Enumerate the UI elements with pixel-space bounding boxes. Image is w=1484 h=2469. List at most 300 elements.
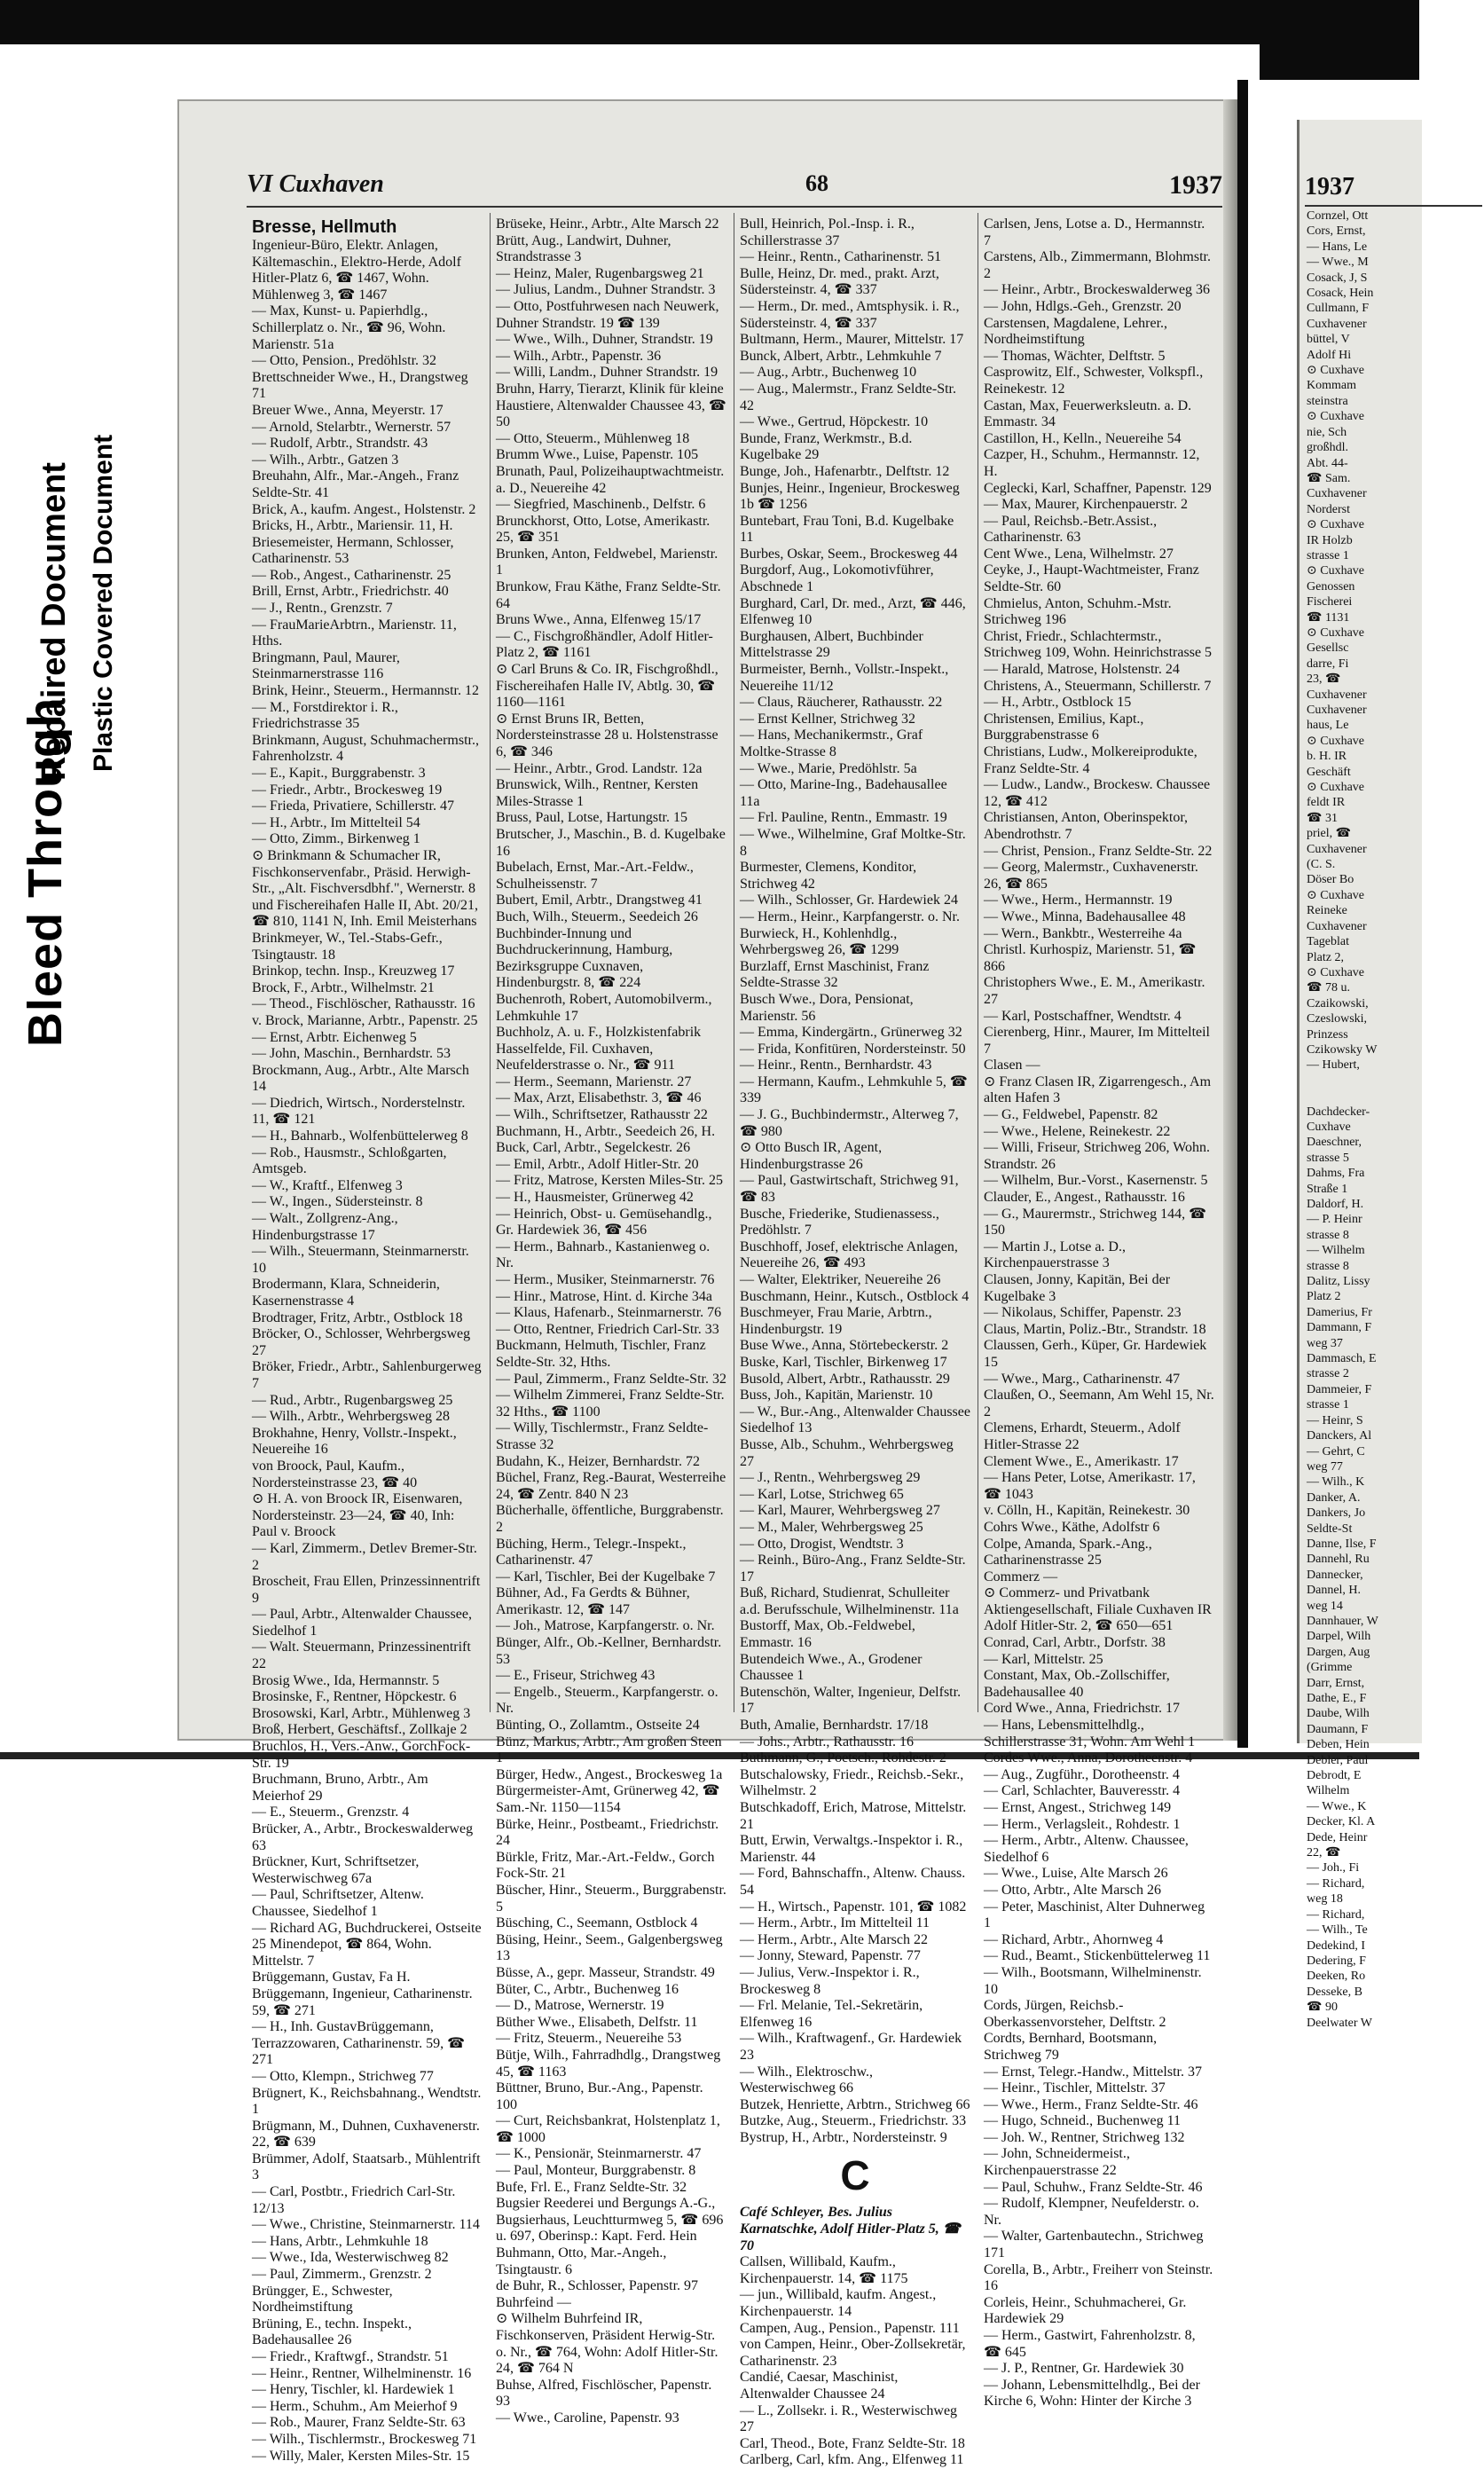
directory-entry: — Christ, Pension., Franz Seldte-Str. 22 [984, 843, 1213, 859]
directory-entry: von Campen, Heinr., Ober-Zollsekretär, Catharinenstr. 23 [740, 2337, 966, 2369]
directory-entry: — Paul, Arbtr., Altenwalder Chaussee, Siedelhof 1 [252, 1607, 472, 1639]
directory-entry: — Rob., Hausmstr., Schloßgarten, Amtsgeb. [252, 1144, 447, 1177]
directory-entry: — Julius, Landm., Duhner Strandstr. 3 [496, 282, 716, 298]
directory-entry: — Thomas, Wächter, Delftstr. 5 [984, 348, 1166, 364]
adjacent-entry: Cuxhave [1307, 1120, 1351, 1134]
directory-entry: — Hans Peter, Lotse, Amerikastr. 17, ☎ 1043 [984, 1470, 1196, 1502]
directory-entry: Chmielus, Anton, Schuhm.-Mstr. Strichweg 196 [984, 595, 1172, 628]
directory-entry: — John, Maschin., Bernhardstr. 53 [252, 1046, 451, 1062]
directory-entry: Buch, Wilh., Steuerm., Seedeich 26 [496, 908, 698, 924]
directory-entry: Buhrfeind — [496, 2294, 571, 2310]
directory-entry: — Herm., Dr. med., Amtsphysik. i. R., Südersteinstr. 4, ☎ 337 [740, 298, 960, 331]
directory-entry: Clauder, E., Angest., Rathausstr. 16 [984, 1190, 1185, 1206]
directory-entry: — Ernst, Angest., Strichweg 149 [984, 1800, 1172, 1815]
directory-entry: Burwieck, H., Kohlenhdlg., Wehrbergsweg 26, ☎ 1299 [740, 925, 899, 958]
adjacent-entry: Cullmann, F [1307, 302, 1370, 316]
directory-entry: Butschalowsky, Friedr., Reichsb.-Sekr., Wilhelmstr. 2 [740, 1766, 964, 1799]
adjacent-entry: Dede, Heinr [1307, 1830, 1368, 1844]
directory-entry: Cordes Wwe., Anna, Dorotheenstr. 4 [984, 1750, 1193, 1766]
directory-entry: Christens, A., Steuermann, Schillerstr. 7 [984, 678, 1212, 694]
adjacent-entry: feldt IR [1307, 796, 1346, 810]
directory-entry: Castan, Max, Feuerwerksleutn. a. D. Emmastr. 34 [984, 397, 1192, 430]
adjacent-entry: Dannecker, [1307, 1568, 1363, 1582]
adjacent-entry: weg 14 [1307, 1599, 1343, 1613]
directory-entry: Butenschön, Walter, Ingenieur, Delfstr. 17 [740, 1684, 962, 1717]
directory-entry: Casprowitz, Elf., Schwester, Volkspfl., Reinekestr. 12 [984, 365, 1204, 397]
adjacent-entry: Cuxhavener [1307, 688, 1367, 702]
directory-entry: Bürke, Heinr., Postbeamt., Friedrichstr. 24 [496, 1816, 719, 1849]
directory-entry: Brosig Wwe., Ida, Hermannstr. 5 [252, 1672, 440, 1688]
directory-entry: — Harald, Matrose, Holstenstr. 24 [984, 662, 1180, 678]
directory-entry: ⊙ Brinkmann & Schumacher IR, Fischkonservenfabr., Präsid. Herwigh-Str., „Alt. Fischversdbhf.", Wernerstr. 8 und Fischereihafen Halle II, Abt. 20/21, ☎ 810, 1141 N, Inh. Emil Meisterhans [252, 847, 479, 930]
directory-entry: — Fritz, Steuerm., Neuereihe 53 [496, 2031, 682, 2047]
directory-entry: — H., Inh. GustavBrüggemann, Terrazzowaren, Catharinenstr. 59, ☎ 271 [252, 2019, 466, 2068]
directory-entry: — W., Bur.-Ang., Altenwalder Chaussee Siedelhof 13 [740, 1404, 970, 1436]
directory-entry: Ceglecki, Karl, Schaffner, Papenstr. 129 [984, 480, 1212, 496]
directory-entry: Bringmann, Paul, Maurer, Steinmarnerstrasse 116 [252, 649, 400, 682]
directory-entry: Café Schleyer, Bes. Julius Karnatschke, Adolf Hitler-Platz 5, ☎ 70 [740, 2205, 961, 2253]
directory-entry: — Emil, Arbtr., Adolf Hitler-Str. 20 [496, 1156, 699, 1172]
adjacent-entry: Seldte-St [1307, 1522, 1353, 1536]
directory-entry: — Wilh., Kraftwagenf., Gr. Hardewiek 23 [740, 2031, 962, 2063]
adjacent-page-year: 1937 [1305, 173, 1354, 201]
directory-entry: Bürger, Hedw., Angest., Brockesweg 1a [496, 1766, 723, 1782]
directory-entry: — L., Zollsekr. i. R., Westerwischweg 27 [740, 2402, 958, 2435]
directory-entry: Bruns Wwe., Anna, Elfenweg 15/17 [496, 612, 702, 628]
directory-entry: Cent Wwe., Lena, Wilhelmstr. 27 [984, 546, 1174, 562]
directory-entry: Buth, Amalie, Bernhardstr. 17/18 [740, 1718, 929, 1734]
directory-entry: Carlberg, Carl, kfm. Ang., Elfenweg 11 [740, 2452, 964, 2468]
directory-entry: Büscher, Hinr., Steuerm., Burggrabenstr. 5 [496, 1882, 726, 1915]
page-edge [1223, 99, 1237, 1741]
adjacent-entry: Danker, A. [1307, 1490, 1361, 1505]
directory-entry: Brunckhorst, Otto, Lotse, Amerikastr. 25, ☎ 351 [496, 513, 711, 546]
adjacent-entry: Deeken, Ro [1307, 1970, 1366, 1984]
directory-entry: Briesemeister, Hermann, Schlosser, Catharinenstr. 53 [252, 534, 454, 567]
directory-entry: Clemens, Erhardt, Steuerm., Adolf Hitler-Strasse 22 [984, 1420, 1181, 1452]
directory-entry: — Ernst, Arbtr. Eichenweg 5 [252, 1029, 417, 1045]
directory-entry: Castillon, H., Kelln., Neuereihe 54 [984, 430, 1182, 446]
adjacent-entry: Platz 2, [1307, 950, 1344, 964]
adjacent-entry: (C. S. [1307, 858, 1336, 872]
directory-entry: — Herm., Seemann, Marienstr. 27 [496, 1073, 692, 1089]
adjacent-entry: ⊙ Cuxhave [1307, 410, 1364, 424]
directory-entry: — Max, Maurer, Kirchenpauerstr. 2 [984, 497, 1188, 513]
directory-entry: — Wern., Bankbtr., Westerreihe 4a [984, 925, 1182, 941]
directory-entry: Buhse, Alfred, Fischlöscher, Papenstr. 93 [496, 2377, 712, 2410]
adjacent-entry: — Gehrt, C [1307, 1444, 1365, 1459]
adjacent-entry: ☎ 31 [1307, 811, 1338, 825]
directory-entry: — Heinr., Rentn., Bernhardstr. 43 [740, 1058, 932, 1073]
directory-entry: — Walter, Elektriker, Neuereihe 26 [740, 1272, 941, 1287]
directory-entry: Burghard, Carl, Dr. med., Arzt, ☎ 446, Elfenweg 10 [740, 595, 966, 628]
directory-entry: Clausen, Jonny, Kapitän, Bei der Kugelbake 3 [984, 1272, 1171, 1304]
adjacent-entry: Darr, Ernst, [1307, 1676, 1365, 1690]
adjacent-entry: — Richard, [1307, 1907, 1365, 1922]
adjacent-entry: Czaikowski, [1307, 996, 1369, 1010]
adjacent-entry: ☎ 90 [1307, 2001, 1338, 2015]
directory-entry: — Diedrich, Wirtsch., Norderstelnstr. 11, ☎ 121 [252, 1095, 466, 1128]
header-rule [247, 206, 1222, 208]
directory-entry: Cohrs Wwe., Käthe, Adolfstr 6 [984, 1519, 1160, 1535]
adjacent-entry: nie, Sch [1307, 425, 1347, 439]
adjacent-entry: strasse 1 [1307, 548, 1349, 562]
adjacent-entry: Daldorf, H. [1307, 1198, 1364, 1211]
adjacent-entry: Döser Bo [1307, 873, 1354, 887]
adjacent-entry: Deelwater W [1307, 2016, 1372, 2030]
column-2 [491, 213, 734, 2426]
directory-entry: — Friedr., Kraftwgf., Strandstr. 51 [252, 2349, 449, 2364]
directory-entry: — Engelb., Steuerm., Karpfangerstr. o. Nr. [496, 1684, 718, 1717]
directory-entry: — Aug., Arbtr., Buchenweg 10 [740, 365, 917, 381]
directory-entry: Bruchlos, H., Vers.-Anw., GorchFock-Str. 19 [252, 1739, 471, 1771]
adjacent-entry: Dahms, Fra [1307, 1167, 1365, 1181]
adjacent-entry: b. H. IR [1307, 750, 1347, 764]
directory-entry: — Walter, Gartenbautechn., Strichweg 171 [984, 2229, 1204, 2261]
directory-entry: Brümmer, Adolf, Staatsarb., Mühlentrift 3 [252, 2151, 481, 2183]
directory-entry: Broscheit, Frau Ellen, Prinzessinnentrift 9 [252, 1574, 481, 1606]
directory-entry: — Richard, Arbtr., Ahornweg 4 [984, 1931, 1164, 1947]
directory-entry: — Hans, Mechanikermstr., Graf Moltke-Strasse 8 [740, 727, 923, 759]
directory-entry: — Paul, Zimmerm., Grenzstr. 2 [252, 2267, 432, 2283]
directory-entry: — Georg, Malermstr., Cuxhavenerstr. 26, ☎ 865 [984, 860, 1198, 892]
directory-entry: — H., Bahnarb., Wolfenbüttelerweg 8 [252, 1128, 468, 1144]
directory-entry: — Otto, Arbtr., Alte Marsch 26 [984, 1882, 1161, 1898]
directory-entry: Claußen, O., Seemann, Am Wehl 15, Nr. 2 [984, 1388, 1214, 1419]
adjacent-entry: Dannehl, Ru [1307, 1553, 1370, 1567]
directory-entry: Brosowski, Karl, Arbtr., Mühlenweg 3 [252, 1705, 471, 1721]
adjacent-entry: Daube, Wilh [1307, 1707, 1370, 1721]
directory-entry: — Otto, Zimm., Birkenweg 1 [252, 831, 420, 847]
directory-entry: Bultmann, Herm., Maurer, Mittelstr. 17 [740, 332, 964, 348]
directory-entry: — K., Pensionär, Steinmarnerstr. 47 [496, 2146, 702, 2162]
directory-entry: — Wilh., Elektroschw., Westerwischweg 66 [740, 2064, 873, 2096]
directory-entry: — Aug., Malermstr., Franz Seldte-Str. 42 [740, 381, 956, 413]
adjacent-entry: Danckers, Al [1307, 1429, 1372, 1443]
adjacent-entry: Dammasch, E [1307, 1352, 1377, 1366]
directory-entry: — C., Fischgroßhändler, Adolf Hitler-Platz 2, ☎ 1161 [496, 628, 713, 661]
directory-entry: Busse, Alb., Schuhm., Wehrbergsweg 27 [740, 1436, 954, 1469]
directory-entry: Büttner, Bruno, Bur.-Ang., Papenstr. 100 [496, 2080, 703, 2112]
directory-entry: Brutscher, J., Maschin., B. d. Kugelbake 16 [496, 826, 726, 859]
adjacent-entry [1307, 1089, 1484, 1104]
directory-entry: Brüseke, Heinr., Arbtr., Alte Marsch 22 [496, 216, 719, 232]
adjacent-entry: Norderst [1307, 502, 1350, 516]
adjacent-entry: — Hans, Le [1307, 240, 1368, 254]
directory-entry: Büter, C., Arbtr., Buchenweg 16 [496, 1981, 679, 1997]
directory-entry: Brosinske, F., Rentner, Höpckestr. 6 [252, 1689, 457, 1705]
adjacent-entry: steinstra [1307, 394, 1348, 408]
directory-entry: — Hans, Arbtr., Lehmkuhle 18 [252, 2233, 428, 2249]
directory-entry: Bustorff, Max, Ob.-Feldwebel, Emmastr. 16 [740, 1618, 915, 1651]
adjacent-entry: — Wilhelm [1307, 1244, 1365, 1258]
directory-entry: — Wwe., Ida, Westerwischweg 82 [252, 2250, 449, 2266]
directory-entry: Burmeister, Bernh., Vollstr.-Inspekt., Neuereihe 11/12 [740, 662, 949, 694]
directory-entry: — Joh., Matrose, Karpfangerstr. o. Nr. [496, 1618, 715, 1634]
directory-entry: — Hugo, Schneid., Buchenweg 11 [984, 2113, 1182, 2129]
directory-entry: Bruchmann, Bruno, Arbtr., Am Meierhof 29 [252, 1772, 428, 1804]
directory-entry: — Ford, Bahnschaffn., Altenw. Chauss. 54 [740, 1866, 966, 1898]
adjacent-entry: Cosack, J, S [1307, 271, 1368, 285]
directory-entry: — Karl, Zimmerm., Detlev Bremer-Str. 2 [252, 1540, 477, 1573]
directory-entry: Butschkadoff, Erich, Matrose, Mittelstr. 21 [740, 1800, 967, 1832]
directory-entry: — Wwe., Caroline, Papenstr. 93 [496, 2410, 679, 2426]
directory-entry: Conrad, Carl, Arbtr., Dorfstr. 38 [984, 1635, 1166, 1651]
section-letter: C [840, 2152, 870, 2199]
adjacent-entry: Gesellsc [1307, 641, 1349, 656]
directory-entry: Brodermann, Klara, Schneiderin, Kasernenstrasse 4 [252, 1277, 440, 1309]
directory-entry: Burgdorf, Aug., Lokomotivführer, Abschnede 1 [740, 562, 934, 595]
adjacent-entry: Dammeier, F [1307, 1382, 1372, 1396]
directory-entry: — Paul, Gastwirtschaft, Strichweg 91, ☎ 83 [740, 1173, 959, 1206]
directory-entry: de Buhr, R., Schlosser, Papenstr. 97 [496, 2278, 699, 2294]
directory-entry: Corella, B., Arbtr., Freiherr von Steinstr. 16 [984, 2261, 1213, 2294]
adjacent-entry: Debrodt, E [1307, 1769, 1362, 1783]
adjacent-entry: Wilhelm [1307, 1784, 1350, 1798]
directory-entry: Christ, Friedr., Schlachtermstr., Strichweg 109, Wohn. Heinrichstrasse 5 [984, 628, 1213, 661]
directory-entry: — Otto, Rentner, Friedrich Carl-Str. 33 [496, 1321, 719, 1337]
directory-entry: — Heinr., Arbtr., Brockeswalderweg 36 [984, 282, 1211, 298]
page-header [247, 170, 1222, 206]
directory-entry: — Emma, Kindergärtn., Grünerweg 32 [740, 1025, 962, 1041]
directory-entry: — Wilh., Steuermann, Steinmarnerstr. 10 [252, 1244, 469, 1276]
adjacent-entry: Geschäft [1307, 765, 1351, 779]
directory-entry: — Johann, Lebensmittelhdlg., Bei der Kirche 6, Wohn: Hinter der Kirche 3 [984, 2377, 1200, 2410]
directory-entry: Christophers Wwe., E. M., Amerikastr. 27 [984, 975, 1205, 1007]
adjacent-entry: ☎ Sam. [1307, 471, 1351, 485]
directory-entry: — Klaus, Hafenarb., Steinmarnerstr. 76 [496, 1305, 722, 1321]
directory-entry: — John, Hdlgs.-Geh., Grenzstr. 20 [984, 298, 1182, 314]
directory-entry: — H., Wirtsch., Papenstr. 101, ☎ 1082 [740, 1899, 967, 1915]
directory-entry: Cords, Jürgen, Reichsb.-Oberkassenvorsteher, Delftstr. 2 [984, 1998, 1166, 2030]
directory-entry: Buthmann, G., Poetsch., Rohdestr. 2 [740, 1750, 946, 1766]
directory-entry: — Wilh., Arbtr., Wehrbergsweg 28 [252, 1409, 450, 1425]
directory-entry: Bugsier Reederei und Bergungs A.-G., Bugsierhaus, Leuchtturmweg 5, ☎ 696 u. 697, Oberinsp.: Kapt. Ferd. Hein [496, 2196, 724, 2245]
adjacent-entry: (Grimme [1307, 1661, 1353, 1675]
directory-entry: Carstensen, Magdalene, Lehrer., Nordheimstiftung [984, 315, 1168, 348]
directory-entry: Bunck, Albert, Arbtr., Lehmkuhle 7 [740, 348, 942, 364]
stamp-bleed-through: Bleed Through [19, 697, 72, 1047]
adjacent-entry: — Richard, [1307, 1876, 1365, 1891]
directory-entry: — Henry, Tischler, kl. Hardewiek 1 [252, 2382, 455, 2398]
directory-entry: von Broock, Paul, Kaufm., Nordersteinstrasse 23, ☎ 40 [252, 1458, 418, 1490]
directory-entry: — Peter, Maschinist, Alter Duhnerweg 1 [984, 1899, 1205, 1931]
directory-entry: — Ludw., Landw., Brockesw. Chaussee 12, ☎ 412 [984, 777, 1211, 809]
adjacent-entry: Czikowsky W [1307, 1042, 1378, 1057]
directory-entry: — J. G., Buchbindermstr., Alterweg 7, ☎ 980 [740, 1107, 959, 1139]
directory-entry: — Siegfried, Maschinenb., Delfstr. 6 [496, 497, 706, 513]
directory-entry: ⊙ Carl Bruns & Co. IR, Fischgroßhdl., Fischereihafen Halle IV, Abtlg. 30, ☎ 1160—1161 [496, 662, 718, 711]
directory-entry: — Herm., Verlagsleit., Rohdestr. 1 [984, 1816, 1181, 1832]
directory-entry: — Rud., Arbtr., Rugenbargsweg 25 [252, 1392, 453, 1408]
directory-entry: Broß, Herbert, Geschäftsf., Zollkaje 2 [252, 1722, 467, 1738]
adjacent-entry: Dathe, E., F [1307, 1692, 1367, 1705]
adjacent-entry: Straße 1 [1307, 1182, 1348, 1196]
directory-entry: Brettschneider Wwe., H., Drangstweg 71 [252, 369, 468, 402]
directory-entry: Büching, Herm., Telegr.-Inspekt., Catharinenstr. 47 [496, 1536, 687, 1569]
directory-entry: Bystrup, H., Arbtr., Nordersteinstr. 9 [740, 2129, 947, 2145]
directory-entry: — John, Schneidermeist., Kirchenpauerstrasse 22 [984, 2146, 1130, 2179]
directory-page [177, 99, 1237, 2468]
directory-entry: Christiansen, Anton, Oberinspektor, Abendrothstr. 7 [984, 810, 1188, 842]
directory-entry: Butt, Erwin, Verwaltgs.-Inspektor i. R., Marienstr. 44 [740, 1833, 963, 1865]
adjacent-entry: priel, ☎ [1307, 827, 1352, 841]
directory-entry: Brinkmeyer, W., Tel.-Stabs-Gefr., Tsingtaustr. 18 [252, 930, 443, 963]
directory-entry: — Wwe., Herm., Hermannstr. 19 [984, 892, 1173, 908]
directory-entry: — W., Ingen., Südersteinstr. 8 [252, 1194, 423, 1210]
directory-entry: — Ernst, Telegr.-Handw., Mittelstr. 37 [984, 2064, 1202, 2080]
adjacent-entry: strasse 1 [1307, 1398, 1349, 1412]
directory-entry: Christians, Ludw., Molkereiprodukte, Franz Seldte-Str. 4 [984, 744, 1197, 776]
adjacent-entry: Dannhauer, W [1307, 1614, 1378, 1628]
header-title: VI Cuxhaven [247, 170, 384, 198]
directory-entry: ⊙ Commerz- und Privatbank Aktiengesellschaft, Filiale Cuxhaven IR Adolf Hitler-Str. 2, ☎ 650—651 [984, 1585, 1212, 1634]
adjacent-entry: Daeschner, [1307, 1136, 1362, 1150]
directory-entry: — Willy, Tischlermstr., Franz Seldte-Strasse 32 [496, 1420, 709, 1452]
column-3 [734, 213, 978, 2468]
directory-entry: — Reinh., Büro-Ang., Franz Seldte-Str. 17 [740, 1553, 966, 1584]
directory-entry: Brücker, A., Arbtr., Brockeswalderweg 63 [252, 1821, 474, 1853]
directory-entry: Bruss, Paul, Lotse, Hartungstr. 15 [496, 810, 687, 826]
directory-entry: Brink, Heinr., Steuerm., Hermannstr. 12 [252, 683, 479, 699]
adjacent-entry: Fischerei [1307, 595, 1353, 609]
adjacent-entry: ⊙ Cuxhave [1307, 364, 1364, 378]
directory-entry: — Heinr., Rentner, Wilhelminenstr. 16 [252, 2365, 472, 2381]
directory-entry: Brütt, Aug., Landwirt, Duhner, Strandstrasse 3 [496, 232, 671, 265]
directory-entry: Brumm Wwe., Luise, Papenstr. 105 [496, 447, 699, 463]
directory-entry: Brunswick, Wilh., Rentner, Kersten Miles-Strasse 1 [496, 777, 699, 809]
directory-entry: Brüggemann, Gustav, Fa H. Brüggemann, Ingenieur, Catharinenstr. 59, ☎ 271 [252, 1970, 473, 2018]
directory-entry: — Paul, Zimmerm., Franz Seldte-Str. 32 [496, 1371, 726, 1387]
directory-entry: Corleis, Heinr., Schuhmacherei, Gr. Hardewiek 29 [984, 2294, 1187, 2327]
directory-entry: — Paul, Schriftsetzer, Altenw. Chaussee, Siedelhof 1 [252, 1887, 424, 1919]
directory-entry: — E., Kapit., Burggrabenstr. 3 [252, 766, 426, 781]
adjacent-entry: Cuxhavener [1307, 704, 1367, 717]
directory-entry: — G., Maurermstr., Strichweg 144, ☎ 150 [984, 1206, 1207, 1238]
adjacent-entry: büttel, V [1307, 333, 1350, 347]
directory-entry: — Rudolf, Klempner, Neufelderstr. o. Nr. [984, 2196, 1199, 2228]
header-year: 1937 [1169, 170, 1222, 200]
directory-entry: Bufe, Frl. E., Franz Seldte-Str. 32 [496, 2179, 687, 2195]
directory-entry: — Wilh., Schlosser, Gr. Hardewiek 24 [740, 892, 958, 908]
adjacent-entry: strasse 8 [1307, 1228, 1349, 1242]
directory-entry: Bünting, O., Zollamtm., Ostseite 24 [496, 1718, 700, 1734]
directory-entry: Candié, Caesar, Maschinist, Altenwalder Chaussee 24 [740, 2370, 899, 2402]
directory-entry: Buchmann, H., Arbtr., Seedeich 26, H. [496, 1123, 716, 1139]
directory-entry: — Frieda, Privatiere, Schillerstr. 47 [252, 798, 454, 814]
directory-entry: Brunken, Anton, Feldwebel, Marienstr. 1 [496, 546, 718, 578]
adjacent-entry: strasse 8 [1307, 1259, 1349, 1273]
directory-entry: — Otto, Klempn., Strichweg 77 [252, 2068, 434, 2084]
directory-entry: — Herm., Arbtr., Alte Marsch 22 [740, 1931, 928, 1947]
directory-entry: Bürkle, Fritz, Mar.-Art.-Feldw., Gorch Fock-Str. 21 [496, 1849, 715, 1882]
directory-entry: — Frida, Konfitüren, Nordersteinstr. 50 [740, 1041, 966, 1057]
adjacent-entry: Czeslowski, [1307, 1012, 1368, 1026]
directory-entry: — Heinz, Maler, Rugenbargsweg 21 [496, 265, 704, 281]
directory-entry: Brügmann, M., Duhnen, Cuxhavenerstr. 22, ☎ 639 [252, 2118, 480, 2151]
adjacent-entry: Dargen, Aug [1307, 1645, 1370, 1659]
directory-entry: — Wwe., Marg., Catharinenstr. 47 [984, 1371, 1181, 1387]
scan-border-top [0, 0, 1419, 44]
adjacent-entry: Decker, Kl. A [1307, 1815, 1376, 1829]
directory-entry: — Frl. Melanie, Tel.-Sekretärin, Elfenweg 16 [740, 1998, 923, 2030]
adjacent-header-rule [1305, 205, 1482, 207]
adjacent-entry: — Wilh., K [1307, 1475, 1365, 1490]
adjacent-entry: Dankers, Jo [1307, 1506, 1366, 1521]
adjacent-entry: ⊙ Cuxhave [1307, 734, 1364, 748]
adjacent-entry: Dedekind, I [1307, 1938, 1366, 1953]
directory-entry: — Willi, Landm., Duhner Strandstr. 19 [496, 365, 718, 381]
column-4 [978, 213, 1222, 2410]
adjacent-entry: Prinzess [1307, 1027, 1348, 1042]
directory-entry: Carstens, Alb., Zimmermann, Blohmstr. 2 [984, 249, 1211, 281]
directory-entry: — Wwe., Minna, Badehausallee 48 [984, 908, 1186, 924]
directory-entry: — Jonny, Steward, Papenstr. 77 [740, 1948, 921, 1964]
directory-entry: — Paul, Monteur, Burggrabenstr. 8 [496, 2163, 696, 2179]
directory-entry: — Wwe., Christine, Steinmarnerstr. 114 [252, 2217, 480, 2233]
directory-entry: Buchholz, A. u. F., Holzkistenfabrik Hasselfelde, Fil. Cuxhaven, Neufelderstrasse o. Nr., ☎ 911 [496, 1025, 702, 1073]
directory-entry: — Wwe., Gertrud, Höpckestr. 10 [740, 414, 929, 430]
directory-entry: — Karl, Mittelstr. 25 [984, 1651, 1103, 1667]
directory-entry: — Heinrich, Obst- u. Gemüsehandlg., Gr. Hardewiek 36, ☎ 456 [496, 1206, 712, 1238]
directory-entry: Brinkmann, August, Schuhmachermstr., Fahrenholzstr. 4 [252, 732, 479, 765]
directory-entry: Campen, Aug., Pension., Papenstr. 111 [740, 2320, 960, 2336]
adjacent-entry: ☎ 1131 [1307, 610, 1350, 625]
directory-columns [247, 213, 1222, 2468]
directory-entry: Buschhoff, Josef, elektrische Anlagen, Neuereihe 26, ☎ 493 [740, 1238, 958, 1271]
adjacent-entry: 23, ☎ [1307, 672, 1341, 687]
directory-entry: — Otto, Pension., Predöhlstr. 32 [252, 353, 437, 369]
directory-entry: Buß, Richard, Studienrat, Schulleiter a.d. Berufsschule, Wilhelminenstr. 11a [740, 1585, 959, 1617]
directory-entry: Buckmann, Helmuth, Tischler, Franz Seldte-Str. 32, Hths. [496, 1338, 706, 1370]
directory-entry: Brunkow, Frau Käthe, Franz Seldte-Str. 64 [496, 579, 721, 611]
adjacent-entry: weg 77 [1307, 1459, 1343, 1474]
adjacent-entry: — P. Heinr [1307, 1213, 1362, 1227]
directory-entry: Brückner, Kurt, Schriftsetzer, Westerwischweg 67a [252, 1854, 420, 1886]
directory-entry: Cierenberg, Hinr., Maurer, Im Mittelteil 7 [984, 1025, 1210, 1057]
directory-entry: — Rudolf, Arbtr., Strandstr. 43 [252, 436, 428, 452]
directory-entry: Bulle, Heinz, Dr. med., prakt. Arzt, Südersteinstr. 4, ☎ 337 [740, 265, 939, 298]
directory-entry: Bricks, H., Arbtr., Mariensir. 11, H. [252, 518, 453, 534]
adjacent-entry: ⊙ Cuxhave [1307, 564, 1364, 578]
directory-entry: Bünger, Alfr., Ob.-Kellner, Bernhardstr. 53 [496, 1635, 722, 1667]
adjacent-entry: Dannel, H. [1307, 1584, 1362, 1598]
directory-entry: Cord Wwe., Anna, Friedrichstr. 17 [984, 1701, 1181, 1717]
adjacent-entry: ⊙ Cuxhave [1307, 781, 1364, 795]
directory-entry: Brodtrager, Fritz, Arbtr., Ostblock 18 [252, 1309, 463, 1325]
directory-entry: Buntebart, Frau Toni, B.d. Kugelbake 11 [740, 513, 954, 546]
directory-entry: v. Cölln, H., Kapitän, Reinekestr. 30 [984, 1503, 1190, 1519]
adjacent-entry: Platz 2 [1307, 1290, 1341, 1304]
directory-entry: Claussen, Gerh., Küper, Gr. Hardewiek 15 [984, 1338, 1207, 1370]
directory-entry: — Carl, Schlachter, Bauveresstr. 4 [984, 1783, 1181, 1799]
directory-entry: — Karl, Postschaffner, Wendtstr. 4 [984, 1008, 1182, 1024]
directory-entry: — Friedr., Arbtr., Brockesweg 19 [252, 782, 443, 798]
directory-entry: Buse Wwe., Anna, Störtebeckerstr. 2 [740, 1338, 949, 1354]
directory-entry: — E., Friseur, Strichweg 43 [496, 1668, 656, 1684]
directory-entry: — G., Feldwebel, Papenstr. 82 [984, 1107, 1158, 1123]
directory-entry: — Wwe., Wilh., Duhner, Strandstr. 19 [496, 332, 713, 348]
directory-entry: Cazper, H., Schuhm., Hermannstr. 12, H. [984, 447, 1200, 479]
directory-entry: Busche, Friederike, Studienassess., Predöhlstr. 7 [740, 1206, 939, 1238]
adjacent-entry: — Wwe., K [1307, 1799, 1367, 1813]
directory-entry: — Herm., Musiker, Steinmarnerstr. 76 [496, 1272, 715, 1287]
directory-entry: ⊙ Wilhelm Buhrfeind IR, Fischkonserven, Präsident Herwig-Str. o. Nr., ☎ 764, Wohn: Adolf Hitler-Str. 24, ☎ 764 N [496, 2311, 718, 2377]
directory-entry: — H., Arbtr., Ostblock 15 [984, 695, 1132, 711]
directory-entry: Bunjes, Heinr., Ingenieur, Brockesweg 1b ☎ 1256 [740, 480, 960, 513]
adjacent-entry: Dedering, F [1307, 1954, 1366, 1968]
directory-entry: — Claus, Räucherer, Rathausstr. 22 [740, 695, 943, 711]
